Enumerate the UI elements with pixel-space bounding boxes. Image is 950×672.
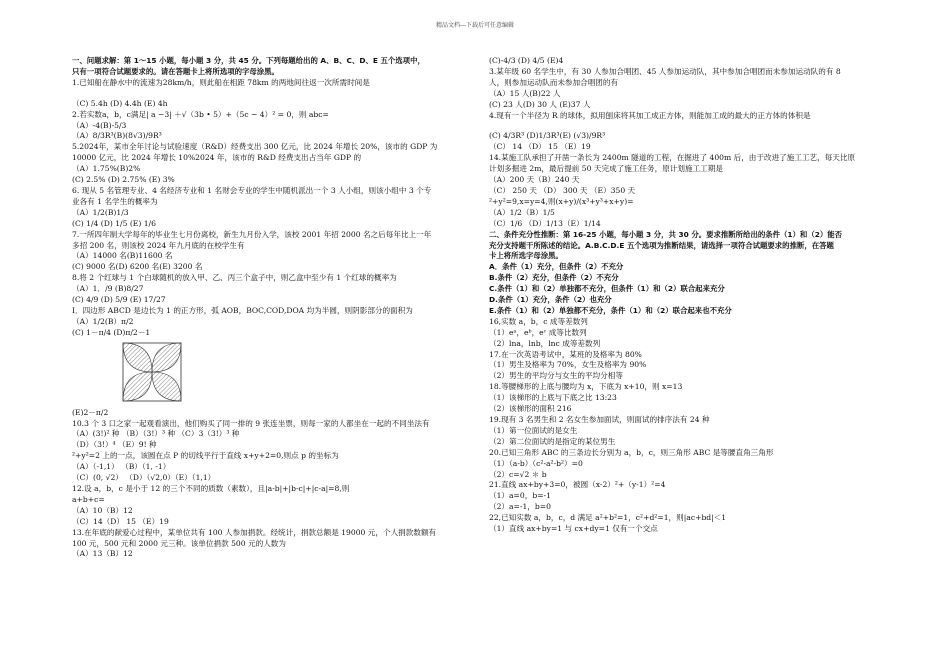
options-2b: (C)-4/3 (D) 4/5 (E)4: [489, 56, 564, 65]
question-3-cont: 人，则参加运动队而未参加合唱团的有: [489, 77, 619, 87]
options-3b: (C) 23 人(D) 30 人 (E)37 人: [489, 99, 591, 109]
question-1: 1.已知船在静水中的流速为28km/h，则此船在相距 78km 的两地间往返一次所需时间是: [72, 77, 370, 87]
square-semicircles-figure: [122, 342, 182, 402]
question-12: 12.设 a，b，c 是小于 12 的三个不同的质数（素数），且|a-b|+|b-c|+|c-a|=8,则: [72, 484, 350, 493]
question-9: I．四边形 ABCD 是边长为 1 的正方形，弧 AOB，BOC,COD,DOA 均为半圆，则阴影部分的面积为: [72, 305, 413, 315]
question-6-cont: 业各有 1 名学生的概率为: [72, 196, 158, 206]
question-5-cont: 10000 亿元，比 2024 年增长 10%2024 年，该市的 R&D 经费支出占当年 GDP 的: [72, 153, 362, 163]
question-5: 5.2024年，某市全年讨论与试验速度（R&D）经费支出 300 亿元，比 2024 年增长 20%，该市的 GDP 为: [72, 142, 438, 152]
question-16: 16,实数 a，b，c 成等差数列: [489, 316, 588, 326]
options-15a: （A）1/2（B）1/5: [489, 207, 555, 217]
options-7a: （A）14000 名(B)11600 名: [72, 251, 173, 261]
question-8: 8.将 2 个红球与 1 个白球随机的放入甲、乙、丙三个盒子中，则乙盒中至少有 1 个红球的概率为: [72, 273, 397, 283]
question-19: 19.现有 3 名男生和 2 名女生参加面试，则面试的排序法有 24 种: [489, 415, 710, 424]
question-22: 22,已知实数 a，b，c，d 满足 a²+b²=1，c²+d²=1，则|ac+bd|＜1: [489, 513, 727, 523]
blank-line: [72, 89, 467, 99]
options-13a: （A）13（B）12: [72, 549, 133, 559]
options-6b: (C) 1/4 (D) 1/5 (E) 1/6: [72, 218, 156, 228]
options-2: （A）-4(B)-5/3: [72, 120, 127, 130]
options-15b: （C）1/6 （D）1/13（E）1/14: [489, 218, 601, 228]
options-10a: （A）(3!)² 种 （B）（3!）³ 种 （C）3（3!）³ 种: [72, 429, 240, 439]
condition-19-2: （2）第二位面试的是指定的某位男生: [489, 436, 616, 446]
choice-a: A．条件（1）充分，但条件（2）不充分: [489, 262, 624, 272]
condition-18-2: （2）该梯形的面积 216: [489, 404, 572, 414]
condition-19-1: （1）第一位面试的是女生: [489, 425, 578, 435]
question-11: ²+y²=2 上的一点，该圆在点 P 的切线平行于直线 x+y+2=0,则点 p 的坐标为: [72, 451, 339, 461]
section1-heading: 一、问题求解：第 1～15 小题，每小题 3 分，共 45 分。下列每题给出的 A、B、C、D、E 五个选项中，: [72, 56, 425, 65]
question-17: 17.在一次英语考试中，某班的及格率为 80%: [489, 349, 642, 359]
section2-heading-cont1: 充分支持题干所陈述的结论。A.B.C.D.E 五个选项为推断结果，请选择一项符合试题要求的推断，在答题: [489, 240, 834, 250]
question-7: 7.一所四年制大学每年的毕业生七月份离校，新生九月份入学，该校 2001 年招 2000 名之后每年比上一年: [72, 229, 432, 239]
options-5a: （A）1.75%(B)2%: [72, 164, 141, 174]
question-18: 18.等腰梯形的上底与腰均为 x，下底为 x+10，则 x=13: [489, 382, 683, 392]
options-3a: （A）15 人(B)22 人: [489, 88, 561, 98]
question-4: 4.现有一个半径为 R 的球体，拟用刨床将其加工成正方体，则能加工成的最大的正方体的体积是: [489, 110, 811, 120]
options-1: （C) 5.4h (D) 4.4h (E) 4h: [72, 98, 168, 108]
question-21: 21.直线 ax+by+3=0，被圆（x-2）²+（y-1）²=4: [489, 480, 666, 490]
choice-c: C.条件（1）和（2）单独都不充分，但条件（1）和（2）联合起来充分: [489, 284, 725, 294]
condition-22-1: （1）直线 ax+by=1 与 cx+dy=1 仅有一个交点: [489, 524, 658, 534]
options-14b: （C） 250 天 （D） 300 天 （E）350 天: [489, 185, 636, 195]
question-15: ²+y²=9,x=y=4,则(x+y)/(x³+y³+x+y)=: [489, 196, 634, 206]
condition-21-1: （1）a=0，b=-1: [489, 491, 551, 501]
question-14: 14.某施工队承担了开凿一条长为 2400m 隧道的工程，在掘进了 400m 后，由于改进了施工工艺，每天比原: [489, 153, 856, 163]
question-13-cont: 100 元，500 元和 2000 元三种。该单位捐款 500 元的人数为: [72, 538, 286, 548]
right-column: [489, 56, 879, 535]
question-13: 13.在年底的献爱心过程中，某单位共有 100 人参加捐款。经统计，捐款总额是 19000 元，个人捐款数额有: [72, 527, 437, 537]
options-9a: （A）1/2(B）π/2: [72, 316, 134, 326]
options-8a: （A）1．/9 (B)8/27: [72, 284, 144, 294]
condition-16-1: （1）eᵃ，eᵇ，eᶜ 成等比数列: [489, 327, 587, 337]
choice-d: D.条件（1）充分，条件（2）也充分: [489, 295, 612, 305]
question-14-cont: 计划多掘进 2m，最后提前 50 天完成了施工任务，原计划施工工期是: [489, 164, 723, 174]
page-header: 精品文档---下载后可任意编辑: [435, 22, 515, 29]
options-4b: (C) 4/3R³ (D)1/3R³(E) (√3)/9R³: [489, 131, 606, 141]
section2-heading: 二、条件充分性推断：第 16-25 小题，每小题 3 分，共 30 分。要求推断所给出的条件（1）和（2）能否: [489, 229, 843, 239]
condition-18-1: （1）该梯形的上底与下底之比 13:23: [489, 393, 617, 403]
question-6: 6. 现从 5 名管理专业、4 名经济专业和 1 名财会专业的学生中随机派出一个 3 人小组，则该小组中 3 个专: [72, 185, 432, 195]
options-12a: （A）10（B）12: [72, 505, 133, 515]
question-20: 20.已知三角形 ABC 的三条边长分别为 a，b，c，则三角形 ABC 是等腰直角三角形: [489, 447, 774, 457]
condition-16-2: （2）lna，lnb，lnc 成等差数列: [489, 338, 601, 348]
condition-17-2: （2）男生的平均分与女生的平均分相等: [489, 371, 623, 381]
options-10b: （D）（3!）⁴ （E）9! 种: [72, 440, 157, 450]
question-10: 10.3 个 3 口之家一起观看演出，他们购买了同一排的 9 张连坐票，则每一家的人都坐在一起的不同坐法有: [72, 418, 430, 428]
options-12b: （C）14（D） 15 （E）19: [72, 516, 169, 526]
blank-line: [489, 121, 879, 131]
section2-heading-cont2: 卡上将所选字母涂黑。: [489, 251, 563, 261]
choice-b: B.条件（2）充分，但条件（2）不充分: [489, 273, 619, 283]
left-column: [72, 56, 467, 560]
options-9c: (E)2－π/2: [72, 407, 109, 417]
question-12-cont: a+b+c=: [72, 494, 105, 504]
question-2: 2.若实数a，b，c满足| a −3| ＋√（3b • 5）+（5c − 4）² = 0，则 abc=: [72, 109, 329, 119]
options-8b: (C) 4/9 (D) 5/9 (E) 17/27: [72, 295, 166, 305]
question-7-cont: 多招 200 名，则该校 2024 年九月底的在校学生有: [72, 240, 245, 250]
options-5b: (C) 2.5% (D) 2.75% (E) 3%: [72, 175, 175, 185]
condition-20-2: （2）c=√2 ＊ b: [489, 469, 547, 479]
options-11b: （C）(0, √2） （D）（√2,0）（E）（1,1）: [72, 473, 216, 483]
options-7b: (C) 9000 名(D) 6200 名(E) 3200 名: [72, 262, 203, 272]
options-6a: （A）1/2(B)1/3: [72, 207, 129, 217]
options-11a: （A）（-1,1） （B）（1, -1）: [72, 462, 171, 472]
condition-20-1: （1）（a-b）（c²-a²-b²）=0: [489, 458, 583, 468]
options-14a: （A）200 天（B）240 天: [489, 175, 580, 185]
condition-21-2: （2）a=-1，b=0: [489, 502, 551, 512]
question-3: 3.某年级 60 名学生中，有 30 人参加合唱团、45 人参加运动队，其中参加合唱团而未参加运动队的有 8: [489, 66, 841, 76]
choice-e: E.条件（1）和（2）单独都不充分，条件（1）和（2）联合起来也不充分: [489, 305, 732, 315]
condition-17-1: （1）男生及格率为 70%，女生及格率为 90%: [489, 360, 647, 370]
options-4: （A）8/3R³(B)(8√3)/9R³: [72, 131, 162, 141]
section1-heading-cont: 只有一项符合试题要求的。请在答题卡上将所选项的字母涂黑。: [72, 66, 279, 76]
options-9b: (C) 1－π/4 (D)π/2－1: [72, 327, 151, 337]
options-13b: （C） 14 （D） 15 （E）19: [489, 142, 591, 152]
